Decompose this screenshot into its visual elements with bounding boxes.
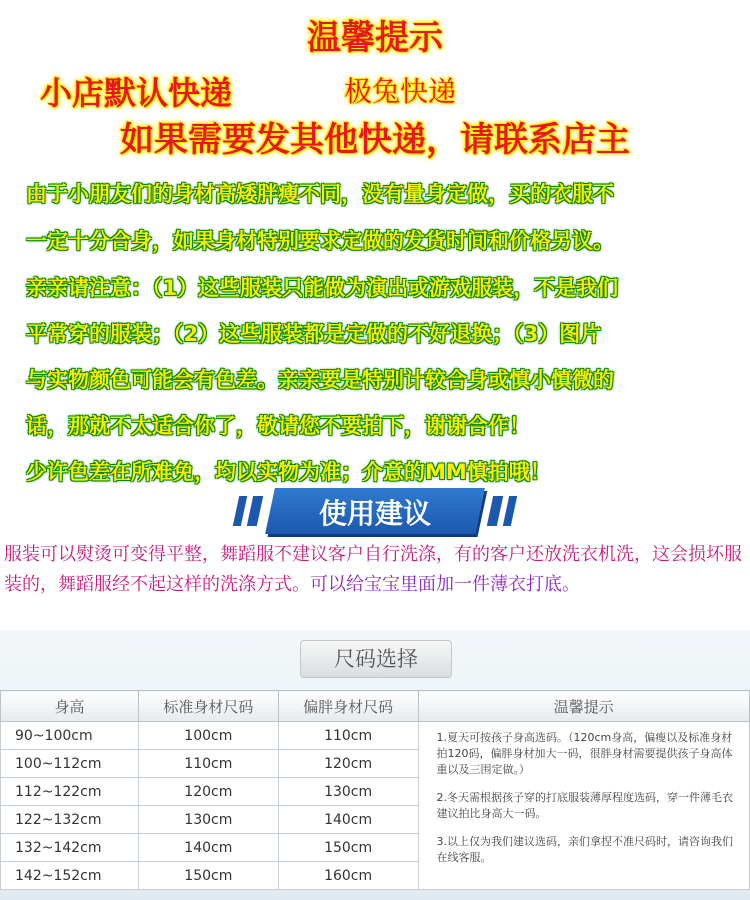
table-row (1, 722, 750, 750)
usage-banner-label: 使用建议 (318, 497, 431, 530)
column-header: 身高 (1, 691, 139, 722)
standard-size-cell: 120cm (138, 778, 278, 806)
standard-size-cell: 100cm (138, 722, 278, 750)
notice-line: 少许色差在所难免，均以实物为准；介意的MM慎拍哦！ (26, 460, 551, 484)
plus-size-cell: 130cm (278, 778, 418, 806)
courier-name: 极兔快递 (344, 75, 457, 108)
height-cell: 132~142cm (1, 834, 139, 862)
standard-size-cell: 150cm (138, 862, 278, 890)
banner-stripe (247, 496, 263, 526)
care-text: 服装可以熨烫可变得平整，舞蹈服不建议客户自行洗涤，有的客户还放洗衣机洗，这会损坏服装的，舞蹈服经不起这样的洗涤方式。 (4, 544, 742, 595)
notice-line: 亲亲请注意：（1）这些服装只能做为演出或游戏服装，不是我们 (26, 276, 619, 300)
size-section-title: 尺码选择 (300, 640, 452, 678)
page-title: 温馨提示 (307, 18, 443, 58)
size-tip: 3.以上仅为我们建议选码，亲们拿捏不准尺码时，请咨询我们在线客服。 (436, 835, 734, 864)
column-header: 偏胖身材尺码 (278, 691, 418, 722)
banner-stripe (503, 496, 517, 526)
size-table (0, 690, 750, 890)
height-cell: 90~100cm (1, 722, 139, 750)
table-header-row (1, 691, 750, 722)
plus-size-cell: 110cm (278, 722, 418, 750)
column-header: 温馨提示 (418, 691, 749, 722)
notice-line: 由于小朋友们的身材高矮胖瘦不同，没有量身定做，买的衣服不 (26, 182, 614, 206)
standard-size-cell: 110cm (138, 750, 278, 778)
column-header: 标准身材尺码 (138, 691, 278, 722)
notice-line: 与实物颜色可能会有色差。亲亲要是特别计较合身或慎小慎微的 (26, 368, 614, 392)
notice-line: 一定十分合身，如果身材特别要求定做的发货时间和价格另议。 (26, 229, 614, 253)
standard-size-cell: 130cm (138, 806, 278, 834)
size-tips (418, 722, 749, 890)
height-cell: 142~152cm (1, 862, 139, 890)
height-cell: 122~132cm (1, 806, 139, 834)
height-cell: 100~112cm (1, 750, 139, 778)
plus-size-cell: 150cm (278, 834, 418, 862)
notice-line: 话，那就不太适合你了，敬请您不要拍下，谢谢合作！ (26, 414, 530, 438)
banner-stripe (487, 496, 503, 526)
height-cell: 112~122cm (1, 778, 139, 806)
standard-size-cell: 140cm (138, 834, 278, 862)
size-tip: 1.夏天可按孩子身高选码。（120cm身高，偏瘦以及标准身材拍120码，偏胖身材加大一码，很胖身材需要提供孩子身高体重以及三围定做。） (436, 731, 733, 776)
other-courier-note: 如果需要发其他快递，请联系店主 (120, 120, 630, 160)
plus-size-cell: 120cm (278, 750, 418, 778)
banner-stripe (233, 496, 247, 526)
notice-line: 平常穿的服装；（2）这些服装都是定做的不好退换；（3）图片 (26, 322, 602, 346)
size-tip: 2.冬天需根据孩子穿的打底服装薄厚程度选码，穿一件薄毛衣建议拍比身高大一码。 (436, 791, 734, 820)
plus-size-cell: 140cm (278, 806, 418, 834)
plus-size-cell: 160cm (278, 862, 418, 890)
default-courier-text: 小店默认快递 (40, 74, 233, 112)
care-instructions (4, 540, 746, 600)
care-tip-text: 可以给宝宝里面加一件薄衣打底。 (310, 574, 580, 595)
